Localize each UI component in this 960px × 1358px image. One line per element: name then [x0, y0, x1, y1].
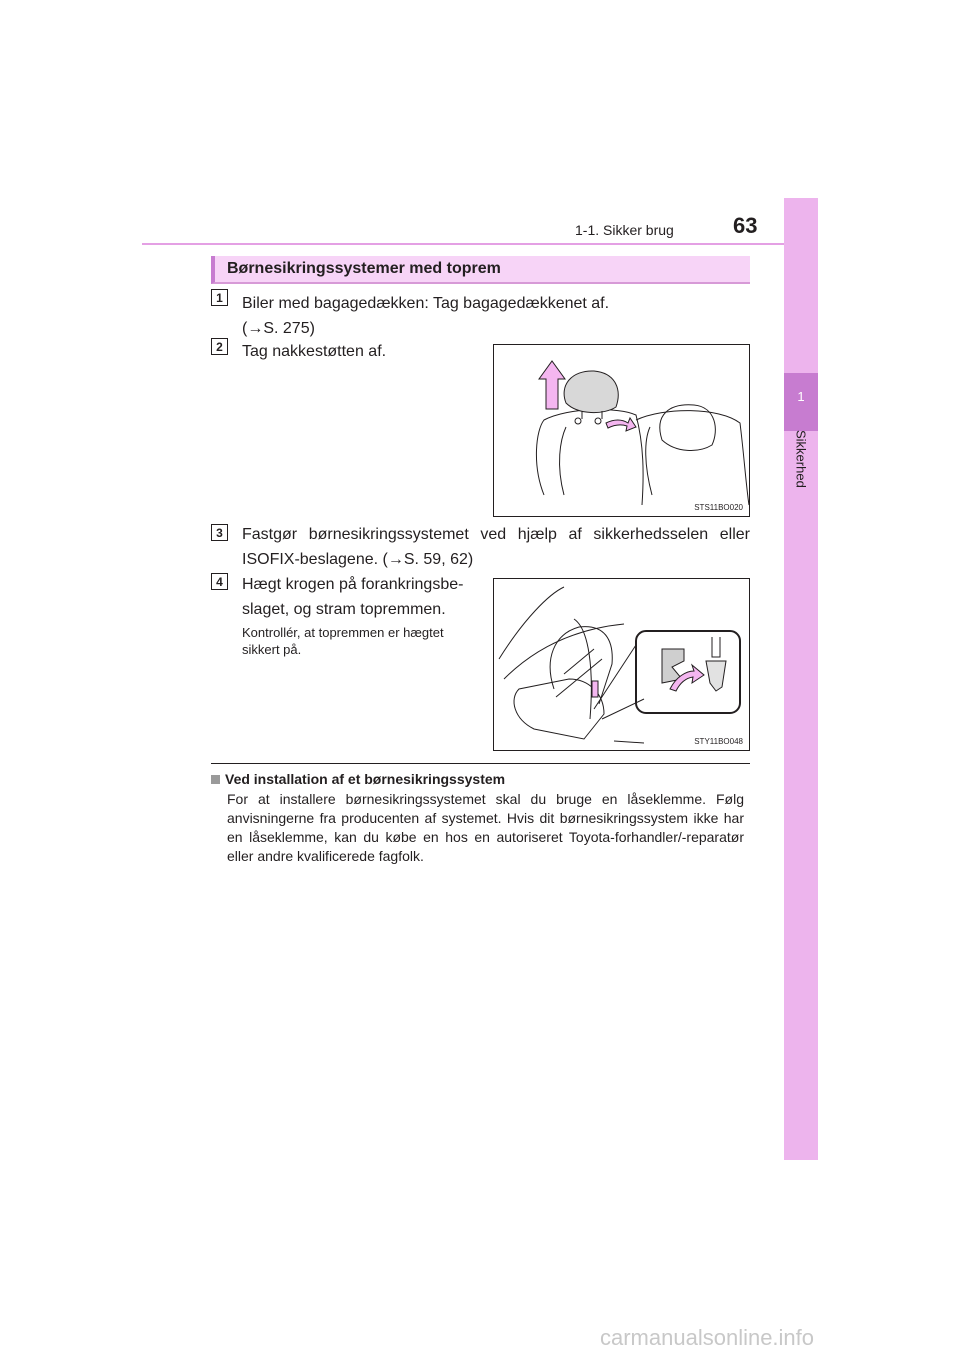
bullet-square-icon [211, 775, 220, 784]
page-number: 63 [733, 213, 758, 238]
chapter-label: Sikkerhed [793, 430, 809, 488]
step-number-1: 1 [211, 289, 228, 306]
info-body: For at installere børnesikringssystemet skal du bruge en låseklemme. Følg anvisningerne fra producenten af systemet. Hvis dit børnesikringssystem ikke har en låseklemme, kan du købe en hos en autoriseret Toyota-forhandler/-reparatør eller andre kvalificerede fagfolk. [227, 791, 744, 864]
figure-code-2: STY11BO048 [694, 737, 743, 746]
watermark: carmanualsonline.info [600, 1325, 815, 1350]
chapter-number: 1 [797, 389, 805, 404]
figure-code-1: STS11BO020 [694, 503, 743, 512]
step-number-2: 2 [211, 338, 228, 355]
step-1-text [242, 291, 752, 341]
step-3-text [242, 522, 750, 572]
chapter-side-tab [784, 198, 818, 1160]
step-1-line1: Biler med bagagedækken: Tag bagagedækkenet af. [242, 295, 610, 312]
anchor-hook-figure [493, 578, 750, 751]
step-3-line1: Fastgør børnesikringssystemet ved hjælp af sikkerhedsselen eller [242, 526, 750, 543]
step-4-note-line2: sikkert på. [242, 642, 302, 657]
step-4-text [242, 572, 482, 622]
anchor-illustration [494, 579, 749, 750]
step-4-line2: slaget, og stram topremmen. [242, 601, 446, 618]
section-heading: Børnesikringssystemer med toprem [211, 256, 750, 284]
info-heading-text: Ved installation af et børnesikringssystem [225, 771, 506, 787]
step-2-text: Tag nakkestøtten af. [242, 343, 387, 360]
step-number-3: 3 [211, 524, 228, 541]
header-rule [142, 243, 818, 245]
headrest-illustration [494, 345, 749, 516]
step-4-note [242, 624, 487, 658]
step-4-note-line1: Kontrollér, at topremmen er hægtet [242, 625, 444, 640]
step-1-line2: (→S. 275) [242, 320, 315, 337]
step-number-4: 4 [211, 573, 228, 590]
headrest-removal-figure [493, 344, 750, 517]
step-4-line1: Hægt krogen på forankringsbe- [242, 576, 464, 593]
section-rule [211, 763, 750, 764]
step-3-line2: ISOFIX-beslagene. (→S. 59, 62) [242, 551, 474, 568]
info-heading [211, 771, 505, 787]
section-reference: 1-1. Sikker brug [575, 222, 674, 238]
